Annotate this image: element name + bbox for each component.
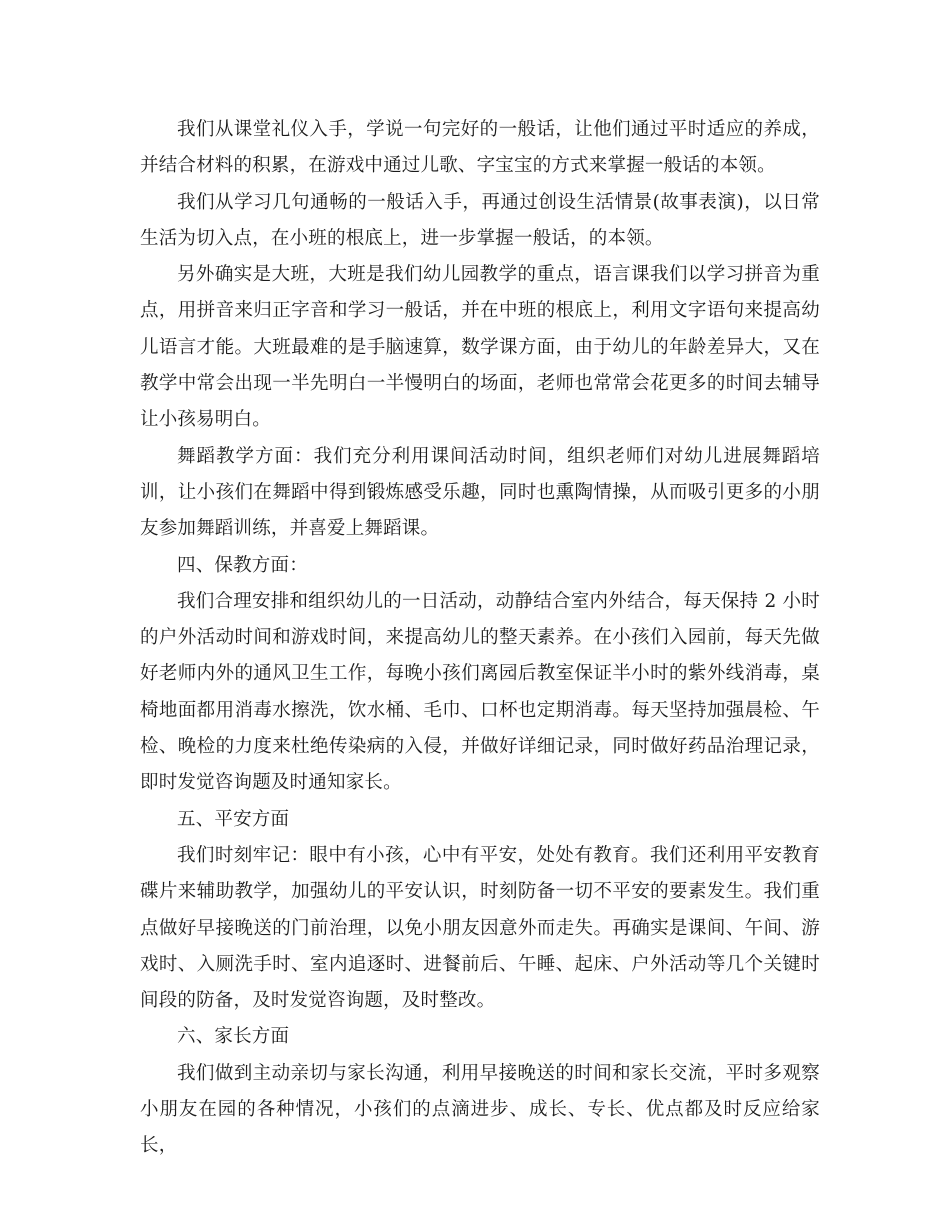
- paragraph-classroom-etiquette: 我们从课堂礼仪入手，学说一句完好的一般话，让他们通过平时适应的养成，并结合材料的积累，在游戏中通过儿歌、字宝宝的方式来掌握一般话的本领。: [140, 119, 820, 177]
- paragraph-safety: 我们时刻牢记：眼中有小孩，心中有平安，处处有教育。我们还利用平安教育碟片来辅助教学，加强幼儿的平安认识，时刻防备一切不平安的要素发生。我们重点做好早接晚送的门前治理，以免小朋友因意外而走失。再确实是课间、午间、游戏时、入厕洗手时、室内追逐时、进餐前后、午睡、起床、户外活动等几个关键时间段的防备，及时发觉咨询题，及时整改。: [140, 844, 820, 1012]
- paragraph-parents: 我们做到主动亲切与家长沟通，利用早接晚送的时间和家长交流，平时多观察小朋友在园的各种情况，小孩们的点滴进步、成长、专长、优点都及时反应给家长，: [140, 1062, 820, 1157]
- section-heading-childcare: 四、保教方面：: [177, 554, 308, 576]
- section-heading-parents: 六、家长方面: [177, 1026, 290, 1048]
- paragraph-dance-teaching: 舞蹈教学方面：我们充分利用课间活动时间，组织老师们对幼儿进展舞蹈培训，让小孩们在舞蹈中得到锻炼感受乐趣，同时也熏陶情操，从而吸引更多的小朋友参加舞蹈训练，并喜爱上舞蹈课。: [140, 445, 820, 540]
- paragraph-childcare: 我们合理安排和组织幼儿的一日活动，动静结合室内外结合，每天保持 2 小时的户外活动时间和游戏时间，来提高幼儿的整天素养。在小孩们入园前，每天先做好老师内外的通风卫生工作，每晚小孩们离园后教室保证半小时的紫外线消毒，桌椅地面都用消毒水擦洗，饮水桶、毛巾、口杯也定期消毒。每天坚持加强晨检、午检、晚检的力度来杜绝传染病的入侵，并做好详细记录，同时做好药品治理记录，即时发觉咨询题及时通知家长。: [140, 590, 821, 794]
- paragraph-senior-class: 另外确实是大班，大班是我们幼儿园教学的重点，语言课我们以学习拼音为重点，用拼音来归正字音和学习一般话，并在中班的根底上，利用文字语句来提高幼儿语言才能。大班最难的是手脑速算，数学课方面，由于幼儿的年龄差异大，又在教学中常会出现一半先明白一半慢明白的场面，老师也常常会花更多的时间去辅导让小孩易明白。: [140, 264, 820, 431]
- paragraph-life-scenarios: 我们从学习几句通畅的一般话入手，再通过创设生活情景(故事表演)，以日常生活为切入点，在小班的根底上，进一步掌握一般话，的本领。: [140, 191, 820, 249]
- document-body: [140, 112, 820, 1165]
- section-heading-safety: 五、平安方面: [177, 808, 290, 830]
